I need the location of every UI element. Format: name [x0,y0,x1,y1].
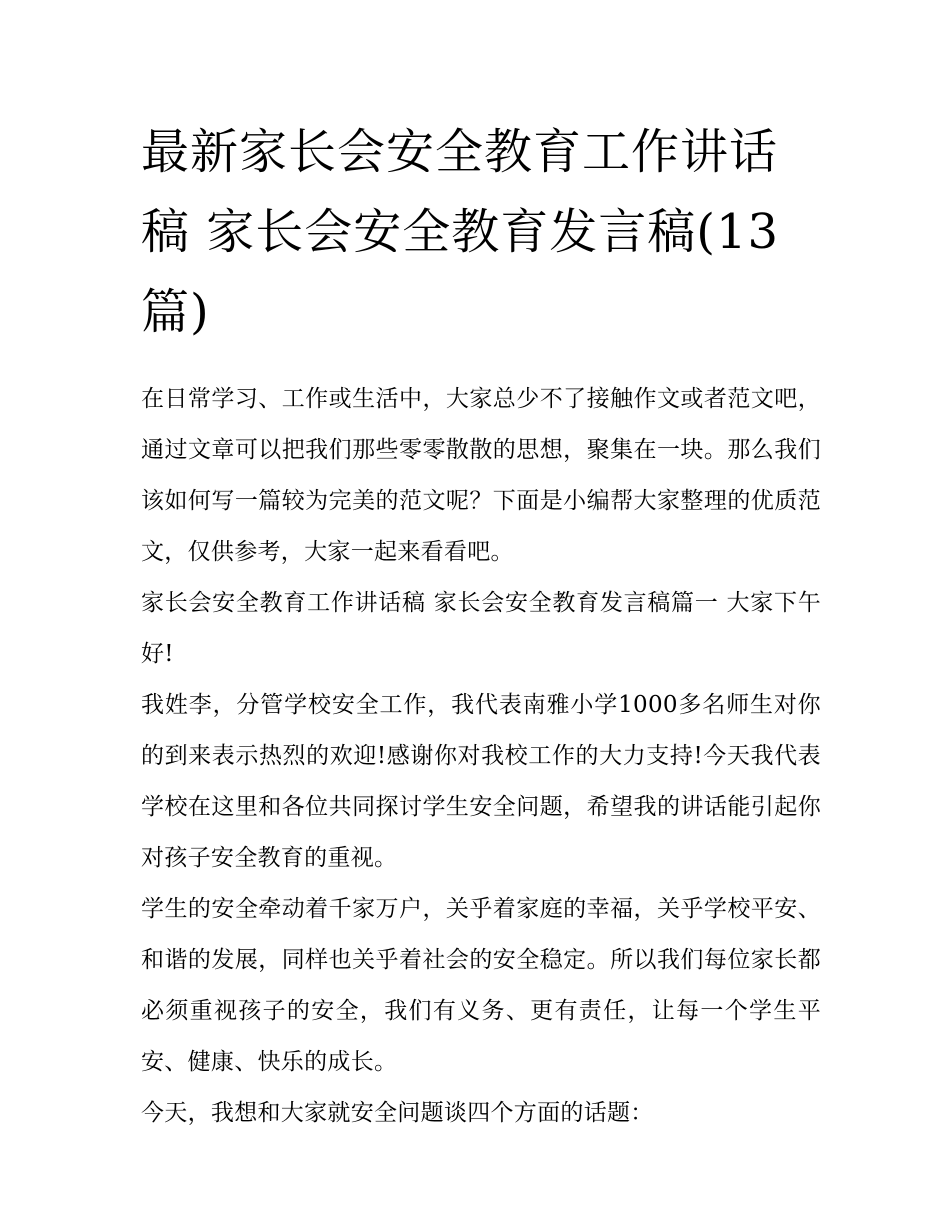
speaker-intro-paragraph: 我姓李，分管学校安全工作，我代表南雅小学1000多名师生对你的到来表示热烈的欢迎!感谢你对我校工作的大力支持!今天我代表学校在这里和各位共同探讨学生安全问题，希望我的讲话能引起你对孩子安全教育的重视。 [141,692,821,871]
section-heading-paragraph: 家长会安全教育工作讲话稿 家长会安全教育发言稿篇一 大家下午好! [141,590,821,667]
document-page [141,112,821,1139]
safety-importance-paragraph: 学生的安全牵动着千家万户，关乎着家庭的幸福，关乎学校平安、和谐的发展，同样也关乎着社会的安全稳定。所以我们每位家长都必须重视孩子的安全，我们有义务、更有责任，让每一个学生平安、健康、快乐的成长。 [141,896,821,1075]
intro-paragraph: 在日常学习、工作或生活中，大家总少不了接触作文或者范文吧，通过文章可以把我们那些零零散散的思想，聚集在一块。那么我们该如何写一篇较为完美的范文呢？下面是小编帮大家整理的优质范文，仅供参考，大家一起来看看吧。 [141,386,821,565]
topics-lead-paragraph: 今天，我想和大家就安全问题谈四个方面的话题： [141,1100,654,1126]
document-body [141,374,821,1139]
document-title: 最新家长会安全教育工作讲话稿 家长会安全教育发言稿(13篇) [141,124,780,340]
